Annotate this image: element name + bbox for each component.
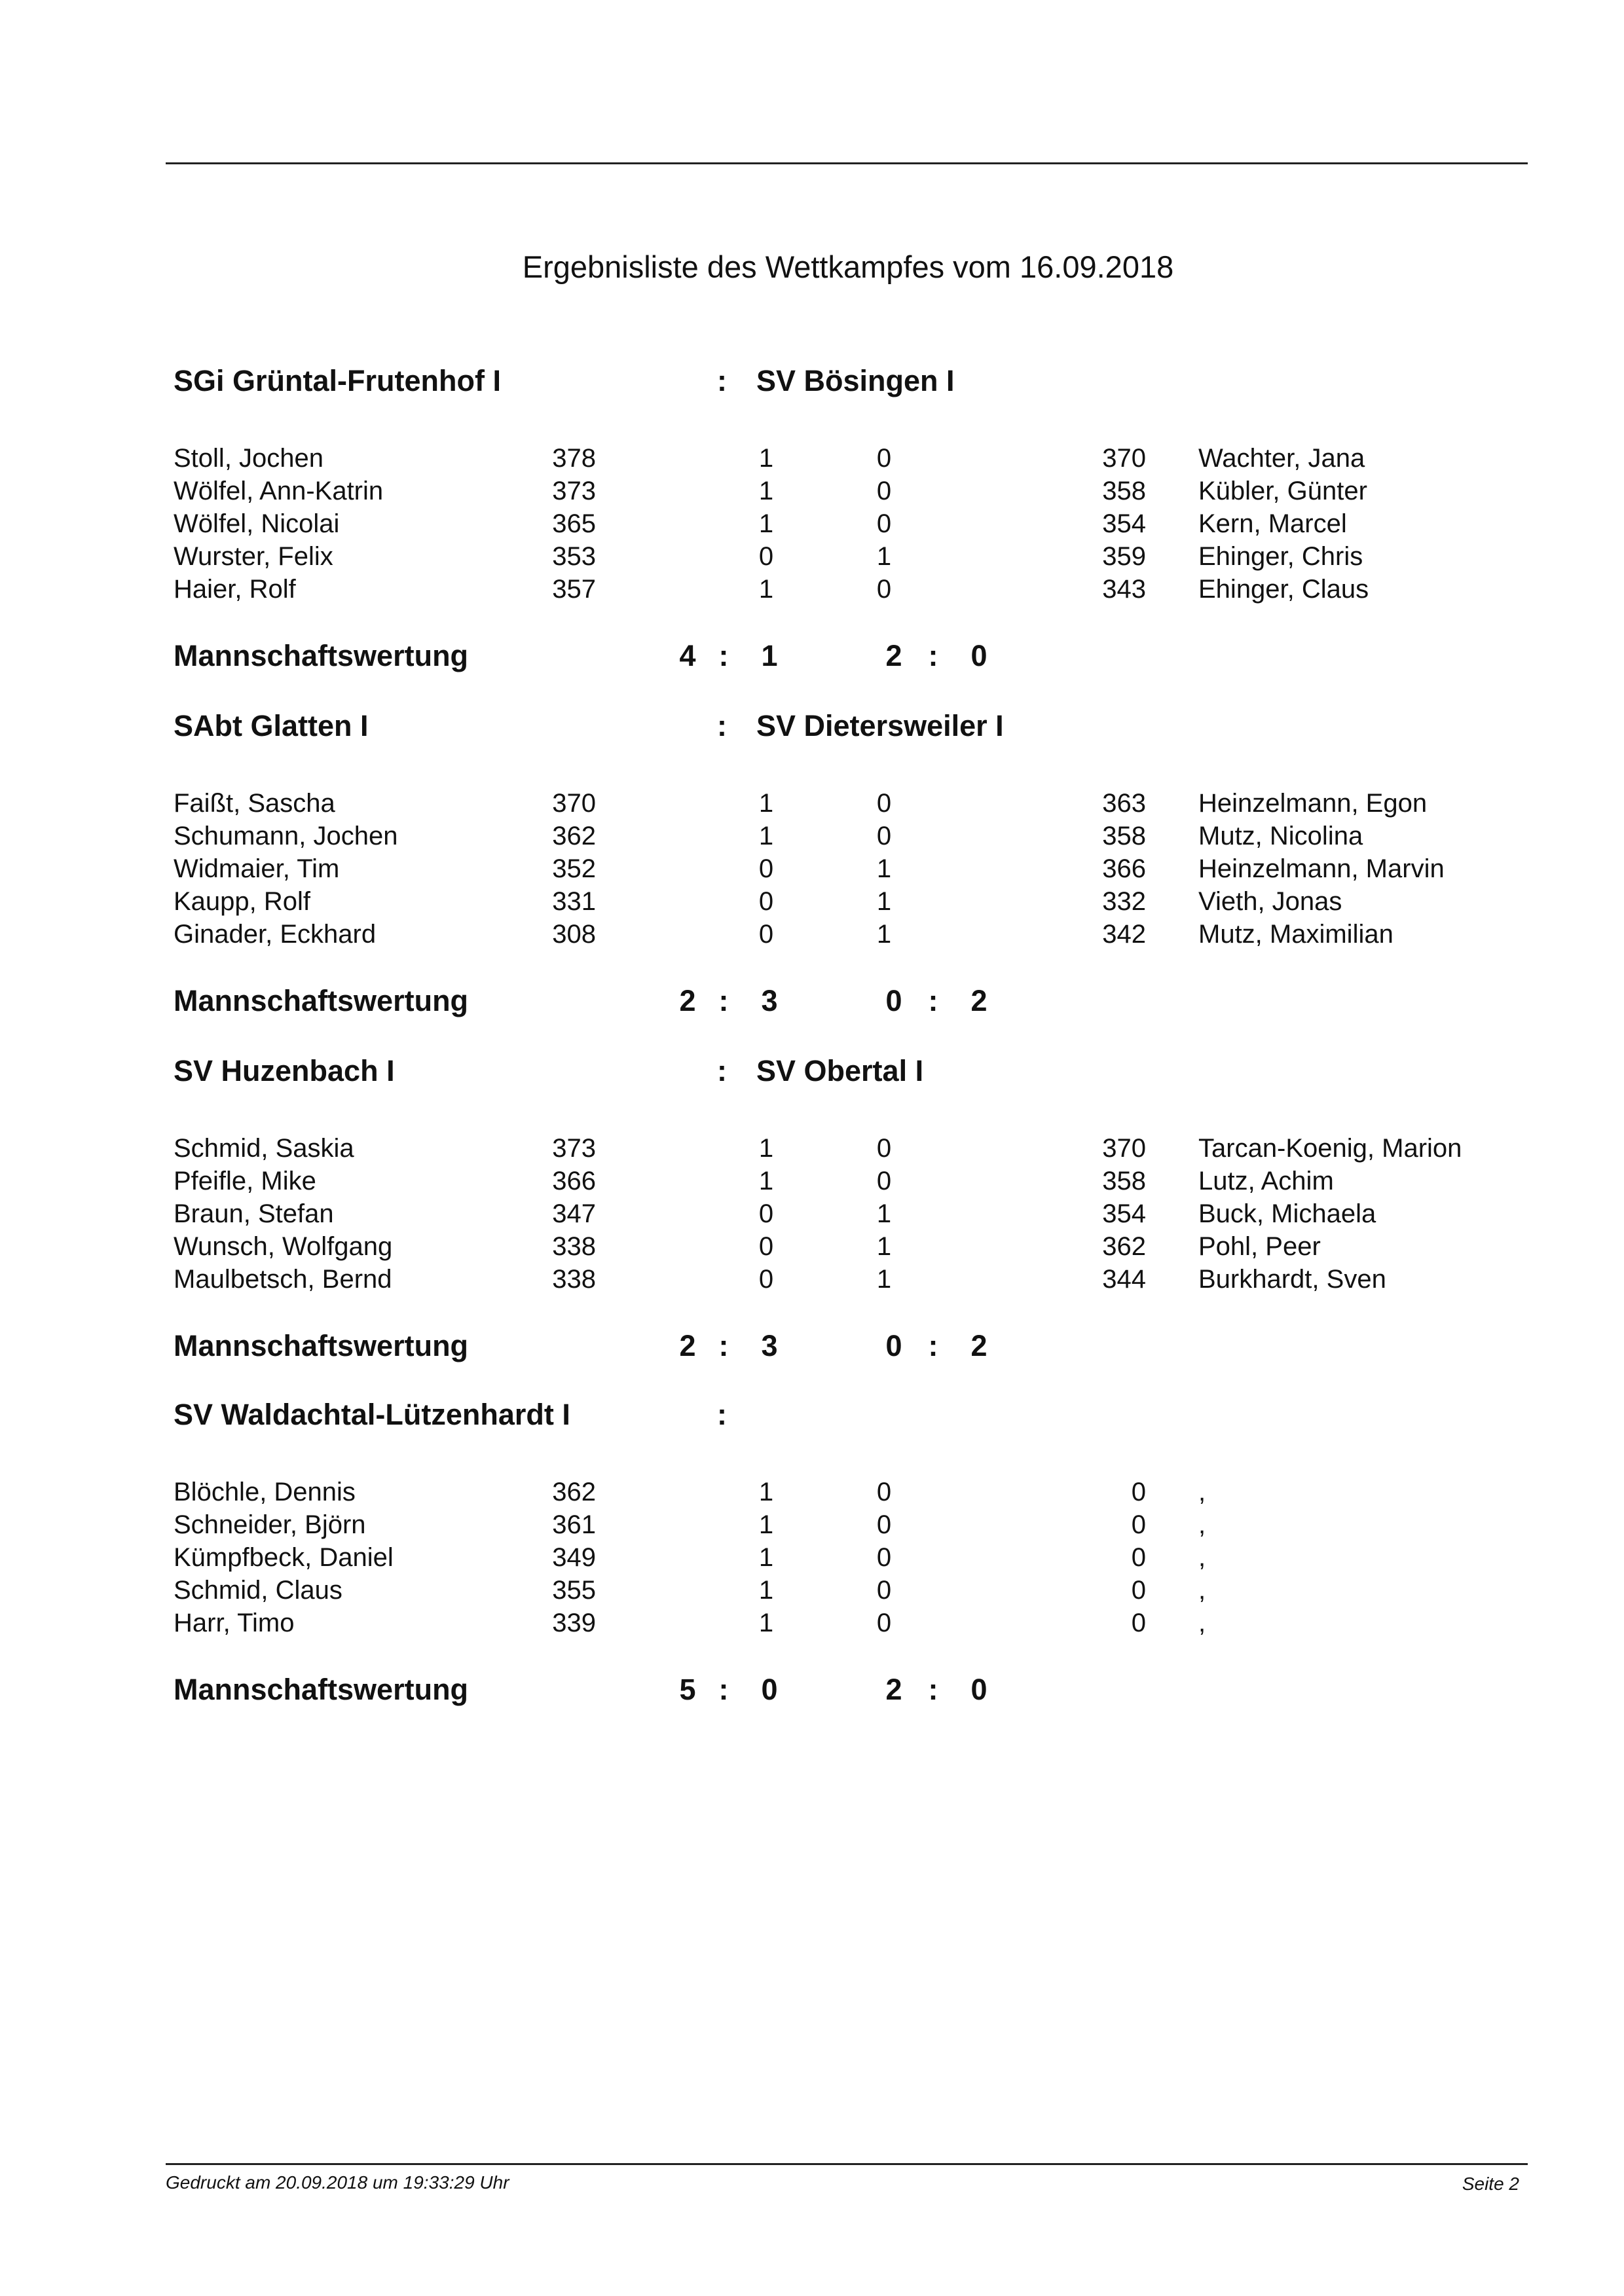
team-points-home: 4 [679, 639, 696, 672]
away-player-score: 362 [1102, 1232, 1146, 1261]
home-player-name: Schmid, Claus [174, 1576, 342, 1605]
away-point: 1 [876, 542, 892, 571]
table-row [0, 575, 1624, 608]
table-row [0, 1167, 1624, 1199]
home-player-score: 347 [552, 1199, 596, 1228]
away-player-name: , [1198, 1609, 1206, 1637]
table-row [0, 854, 1624, 887]
team-score-label: Mannschaftswertung [174, 639, 469, 672]
home-player-name: Harr, Timo [174, 1609, 295, 1637]
table-row [0, 1265, 1624, 1298]
home-point: 0 [758, 1265, 774, 1294]
away-player-score: 0 [1131, 1543, 1146, 1572]
away-point: 1 [876, 887, 892, 916]
home-point: 1 [758, 1478, 774, 1506]
team-score-row [0, 639, 1624, 678]
home-point: 0 [758, 1232, 774, 1261]
away-player-score: 370 [1102, 1134, 1146, 1163]
home-player-name: Stoll, Jochen [174, 444, 324, 473]
match-points-home: 0 [885, 984, 902, 1017]
top-rule [166, 162, 1528, 164]
home-point: 1 [758, 789, 774, 818]
home-player-score: 361 [552, 1510, 596, 1539]
table-row [0, 444, 1624, 477]
home-point: 1 [758, 444, 774, 473]
home-point: 1 [758, 477, 774, 505]
away-point: 0 [876, 1576, 892, 1605]
home-player-score: 362 [552, 822, 596, 850]
team-separator: : [717, 1054, 727, 1087]
table-row [0, 542, 1624, 575]
score-separator: : [718, 984, 729, 1017]
away-player-score: 370 [1102, 444, 1146, 473]
team-score-label: Mannschaftswertung [174, 984, 469, 1017]
away-player-name: Pohl, Peer [1198, 1232, 1321, 1261]
home-player-name: Kaupp, Rolf [174, 887, 311, 916]
away-team-name: SV Bösingen I [756, 364, 955, 397]
away-player-score: 366 [1102, 854, 1146, 883]
table-row [0, 1478, 1624, 1510]
away-point: 0 [876, 477, 892, 505]
home-player-score: 366 [552, 1167, 596, 1195]
away-player-name: Mutz, Maximilian [1198, 920, 1393, 949]
home-point: 0 [758, 920, 774, 949]
table-row [0, 1609, 1624, 1641]
match-header [0, 1398, 1624, 1437]
away-player-name: Ehinger, Chris [1198, 542, 1363, 571]
score-separator: : [928, 984, 938, 1017]
away-player-score: 358 [1102, 822, 1146, 850]
home-point: 1 [758, 822, 774, 850]
home-player-name: Blöchle, Dennis [174, 1478, 356, 1506]
score-separator: : [718, 1329, 729, 1362]
away-player-name: Heinzelmann, Egon [1198, 789, 1428, 818]
home-point: 1 [758, 1167, 774, 1195]
table-row [0, 887, 1624, 920]
away-point: 1 [876, 1199, 892, 1228]
away-player-score: 343 [1102, 575, 1146, 604]
home-player-score: 355 [552, 1576, 596, 1605]
table-row [0, 1576, 1624, 1609]
match-points-home: 2 [885, 639, 902, 672]
team-points-away: 3 [761, 1329, 778, 1362]
away-point: 0 [876, 575, 892, 604]
page-title: Ergebnisliste des Wettkampfes vom 16.09.2018 [522, 249, 1174, 284]
away-player-score: 358 [1102, 477, 1146, 505]
home-player-name: Maulbetsch, Bernd [174, 1265, 392, 1294]
away-player-name: , [1198, 1576, 1206, 1605]
away-player-score: 0 [1131, 1510, 1146, 1539]
home-player-score: 353 [552, 542, 596, 571]
team-points-away: 0 [761, 1673, 778, 1706]
home-player-name: Braun, Stefan [174, 1199, 334, 1228]
home-player-score: 338 [552, 1232, 596, 1261]
away-point: 0 [876, 1478, 892, 1506]
home-point: 0 [758, 542, 774, 571]
home-player-name: Faißt, Sascha [174, 789, 335, 818]
match-points-away: 0 [970, 1673, 987, 1706]
away-team-name: SV Obertal I [756, 1054, 924, 1087]
table-row [0, 1510, 1624, 1543]
match-header [0, 364, 1624, 403]
home-player-score: 308 [552, 920, 596, 949]
score-separator: : [718, 1673, 729, 1706]
away-player-score: 0 [1131, 1609, 1146, 1637]
home-team-name: SGi Grüntal-Frutenhof I [174, 364, 501, 397]
home-player-name: Ginader, Eckhard [174, 920, 377, 949]
home-player-name: Wölfel, Nicolai [174, 509, 340, 538]
away-point: 1 [876, 1265, 892, 1294]
home-point: 1 [758, 1134, 774, 1163]
home-player-score: 339 [552, 1609, 596, 1637]
away-player-score: 354 [1102, 509, 1146, 538]
score-separator: : [718, 639, 729, 672]
table-row [0, 822, 1624, 854]
away-player-score: 0 [1131, 1478, 1146, 1506]
away-point: 1 [876, 1232, 892, 1261]
home-point: 1 [758, 509, 774, 538]
home-player-name: Schneider, Björn [174, 1510, 366, 1539]
home-player-score: 378 [552, 444, 596, 473]
home-player-score: 349 [552, 1543, 596, 1572]
home-team-name: SV Huzenbach I [174, 1054, 395, 1087]
away-player-name: Burkhardt, Sven [1198, 1265, 1386, 1294]
team-score-label: Mannschaftswertung [174, 1329, 469, 1362]
score-separator: : [928, 1673, 938, 1706]
match-points-away: 2 [970, 1329, 987, 1362]
table-row [0, 1134, 1624, 1167]
away-player-score: 359 [1102, 542, 1146, 571]
home-point: 1 [758, 1576, 774, 1605]
home-player-name: Wölfel, Ann-Katrin [174, 477, 384, 505]
away-player-score: 354 [1102, 1199, 1146, 1228]
away-player-name: Kübler, Günter [1198, 477, 1367, 505]
team-score-row [0, 984, 1624, 1023]
team-points-home: 5 [679, 1673, 696, 1706]
away-point: 1 [876, 920, 892, 949]
team-score-label: Mannschaftswertung [174, 1673, 469, 1706]
table-row [0, 1543, 1624, 1576]
away-player-name: , [1198, 1543, 1206, 1572]
away-point: 0 [876, 1134, 892, 1163]
print-timestamp: Gedruckt am 20.09.2018 um 19:33:29 Uhr [166, 2172, 509, 2193]
score-separator: : [928, 1329, 938, 1362]
home-player-name: Schmid, Saskia [174, 1134, 354, 1163]
away-point: 0 [876, 1609, 892, 1637]
home-player-name: Haier, Rolf [174, 575, 296, 604]
team-separator: : [717, 709, 727, 742]
team-score-row [0, 1673, 1624, 1712]
home-player-name: Wunsch, Wolfgang [174, 1232, 393, 1261]
away-player-score: 358 [1102, 1167, 1146, 1195]
home-player-score: 338 [552, 1265, 596, 1294]
home-player-name: Pfeifle, Mike [174, 1167, 316, 1195]
away-team-name: SV Dietersweiler I [756, 709, 1004, 742]
away-point: 0 [876, 822, 892, 850]
away-player-name: , [1198, 1478, 1206, 1506]
table-row [0, 789, 1624, 822]
home-team-name: SV Waldachtal-Lützenhardt I [174, 1398, 570, 1431]
away-point: 0 [876, 1510, 892, 1539]
away-player-score: 342 [1102, 920, 1146, 949]
score-separator: : [928, 639, 938, 672]
away-player-name: Vieth, Jonas [1198, 887, 1342, 916]
away-player-name: Wachter, Jana [1198, 444, 1365, 473]
home-player-name: Kümpfbeck, Daniel [174, 1543, 394, 1572]
home-player-name: Wurster, Felix [174, 542, 333, 571]
home-point: 1 [758, 575, 774, 604]
home-player-score: 365 [552, 509, 596, 538]
match-points-away: 2 [970, 984, 987, 1017]
away-point: 1 [876, 854, 892, 883]
home-player-name: Schumann, Jochen [174, 822, 398, 850]
away-player-name: Ehinger, Claus [1198, 575, 1369, 604]
home-point: 1 [758, 1609, 774, 1637]
home-player-score: 373 [552, 477, 596, 505]
table-row [0, 920, 1624, 953]
home-team-name: SAbt Glatten I [174, 709, 369, 742]
match-points-away: 0 [970, 639, 987, 672]
team-points-away: 1 [761, 639, 778, 672]
away-player-name: Mutz, Nicolina [1198, 822, 1363, 850]
team-points-away: 3 [761, 984, 778, 1017]
page-number: Seite 2 [1462, 2174, 1519, 2194]
away-point: 0 [876, 789, 892, 818]
away-player-score: 0 [1131, 1576, 1146, 1605]
away-point: 0 [876, 509, 892, 538]
home-player-score: 357 [552, 575, 596, 604]
match-points-home: 2 [885, 1673, 902, 1706]
table-row [0, 1199, 1624, 1232]
team-points-home: 2 [679, 984, 696, 1017]
away-point: 0 [876, 1543, 892, 1572]
bottom-rule [166, 2163, 1528, 2165]
table-row [0, 477, 1624, 509]
home-player-score: 370 [552, 789, 596, 818]
home-player-score: 373 [552, 1134, 596, 1163]
away-player-score: 363 [1102, 789, 1146, 818]
home-point: 0 [758, 887, 774, 916]
home-point: 0 [758, 854, 774, 883]
team-separator: : [717, 1398, 727, 1431]
team-separator: : [717, 364, 727, 397]
home-player-score: 331 [552, 887, 596, 916]
match-points-home: 0 [885, 1329, 902, 1362]
away-player-name: , [1198, 1510, 1206, 1539]
table-row [0, 1232, 1624, 1265]
away-player-score: 344 [1102, 1265, 1146, 1294]
home-player-score: 352 [552, 854, 596, 883]
team-points-home: 2 [679, 1329, 696, 1362]
home-point: 1 [758, 1543, 774, 1572]
away-player-name: Lutz, Achim [1198, 1167, 1334, 1195]
away-player-score: 332 [1102, 887, 1146, 916]
home-player-name: Widmaier, Tim [174, 854, 340, 883]
match-header [0, 709, 1624, 748]
home-player-score: 362 [552, 1478, 596, 1506]
away-player-name: Heinzelmann, Marvin [1198, 854, 1445, 883]
table-row [0, 509, 1624, 542]
away-player-name: Buck, Michaela [1198, 1199, 1376, 1228]
away-player-name: Kern, Marcel [1198, 509, 1347, 538]
match-header [0, 1054, 1624, 1093]
away-player-name: Tarcan-Koenig, Marion [1198, 1134, 1462, 1163]
away-point: 0 [876, 1167, 892, 1195]
team-score-row [0, 1329, 1624, 1368]
home-point: 1 [758, 1510, 774, 1539]
away-point: 0 [876, 444, 892, 473]
home-point: 0 [758, 1199, 774, 1228]
